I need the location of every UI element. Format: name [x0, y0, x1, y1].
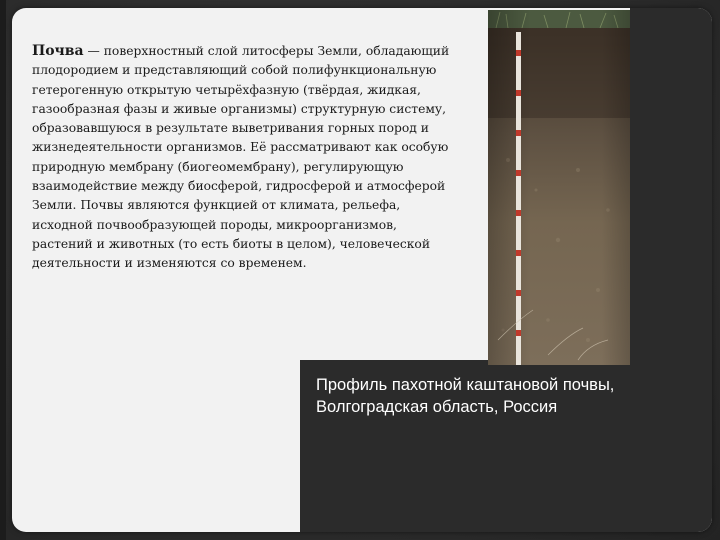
- slide-edge: [0, 0, 6, 540]
- panel-right-margin: [630, 8, 712, 360]
- photo-shading: [488, 10, 630, 365]
- term-soil: Почва: [32, 43, 84, 59]
- caption-line-1: Профиль пахотной каштановой почвы,: [316, 376, 615, 394]
- measuring-tape: [516, 32, 521, 365]
- definition-text: — поверхностный слой литосферы Земли, обладающий плодородием и представляющий собой полифункциональную гетерогенную открытую четырёхфазную (твёрдая, жидкая, газообразная фазы и живые организмы) структурную систему, образовавшуюся в результате выветривания горных пород и жизнедеятельности организмов. Её рассматривают как особую природную мембрану (биогеомембрану), регулирующую взаимодействие между биосферой, гидросферой и атмосферой Земли. Почвы являются функцией от климата, рельефа, исходной почвообразующей породы, микроорганизмов, растений и животных (то есть биоты в целом), человеческой деятельности и изменяются со временем.: [32, 44, 450, 271]
- photo-caption: [316, 374, 676, 418]
- soil-profile-photo: [488, 10, 630, 365]
- definition-paragraph: [32, 42, 452, 274]
- caption-line-2: Волгоградская область, Россия: [316, 398, 558, 416]
